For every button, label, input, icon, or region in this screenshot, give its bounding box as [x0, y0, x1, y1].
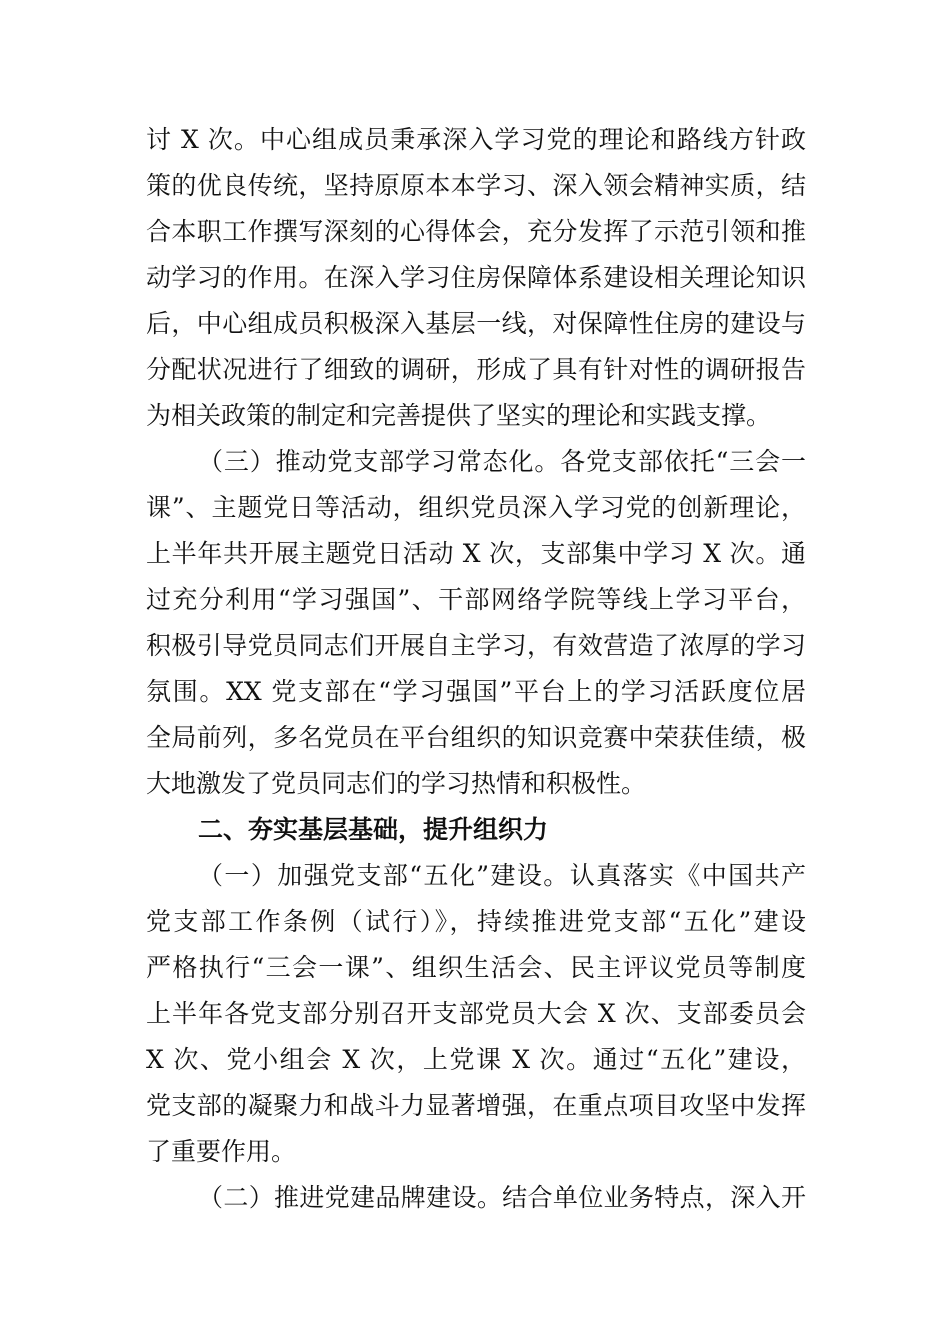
paragraph-line: 积极引导党员同志们开展自主学习，有效营造了浓厚的学习	[146, 631, 806, 660]
paragraph-line: 分配状况进行了细致的调研，形成了具有针对性的调研报告	[146, 355, 806, 384]
paragraph-line: 讨 X 次。中心组成员秉承深入学习党的理论和路线方针政	[146, 125, 806, 154]
paragraph-line: 后，中心组成员积极深入基层一线，对保障性住房的建设与	[146, 309, 806, 338]
paragraph-first-line: （二）推进党建品牌建设。结合单位业务特点，深入开	[198, 1183, 806, 1212]
paragraph-line: 了重要作用。	[146, 1137, 297, 1166]
paragraph-line: 氛围。XX 党支部在“学习强国”平台上的学习活跃度位居	[146, 677, 806, 706]
paragraph-first-line: （一）加强党支部“五化”建设。认真落实《中国共产	[198, 861, 806, 890]
paragraph-line: 大地激发了党员同志们的学习热情和积极性。	[146, 769, 647, 798]
paragraph-line: 党支部工作条例（试行）》，持续推进党支部“五化”建设	[146, 907, 806, 936]
paragraph-line: 上半年共开展主题党日活动 X 次，支部集中学习 X 次。通	[146, 539, 806, 568]
paragraph-line: 上半年各党支部分别召开支部党员大会 X 次、支部委员会	[146, 999, 806, 1028]
paragraph-first-line: （三）推动党支部学习常态化。各党支部依托“三会一	[198, 447, 806, 476]
paragraph-line: 过充分利用“学习强国”、干部网络学院等线上学习平台，	[146, 585, 806, 614]
paragraph-line: 动学习的作用。在深入学习住房保障体系建设相关理论知识	[146, 263, 806, 292]
paragraph-line: 全局前列，多名党员在平台组织的知识竞赛中荣获佳绩，极	[146, 723, 806, 752]
paragraph-line: 策的优良传统，坚持原原本本学习、深入领会精神实质，结	[146, 171, 806, 200]
section-heading: 二、夯实基层基础，提升组织力	[198, 815, 549, 844]
paragraph-line: 合本职工作撰写深刻的心得体会，充分发挥了示范引领和推	[146, 217, 806, 246]
paragraph-line: 为相关政策的制定和完善提供了坚实的理论和实践支撑。	[146, 401, 772, 430]
paragraph-line: 课”、主题党日等活动，组织党员深入学习党的创新理论，	[146, 493, 806, 522]
paragraph-line: 党支部的凝聚力和战斗力显著增强，在重点项目攻坚中发挥	[146, 1091, 806, 1120]
paragraph-line: 严格执行“三会一课”、组织生活会、民主评议党员等制度	[146, 953, 806, 982]
paragraph-line: X 次、党小组会 X 次，上党课 X 次。通过“五化”建设，	[146, 1045, 806, 1074]
